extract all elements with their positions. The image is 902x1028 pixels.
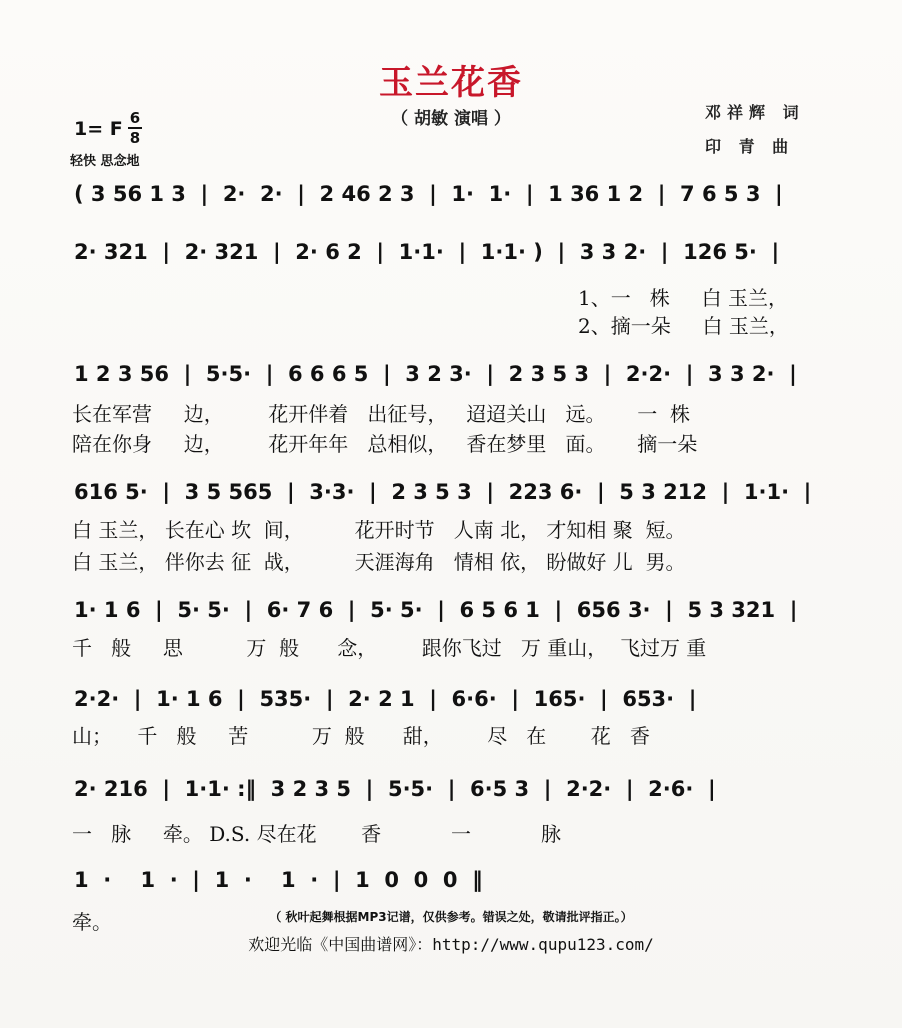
- key-signature: 1= F: [74, 118, 123, 140]
- transcriber-note: （ 秋叶起舞根据MP3记谱，仅供参考。错误之处，敬请批评指正。）: [269, 910, 633, 924]
- song-title: 玉兰花香: [379, 63, 523, 103]
- site-footer: 欢迎光临《中国曲谱网》：http://www.qupu123.com/: [248, 935, 654, 954]
- notation-row: ( 3 56 1 3 | 2· 2· | 2 46 2 3 | 1· 1· | 1 36 1 2 | 7 6 5 3 |: [74, 182, 783, 206]
- notation-row: 2·2· | 1· 1 6 | 535· | 2· 2 1 | 6·6· | 165· | 653· |: [74, 687, 697, 711]
- lyric-line: 陪在你身 边， 花开年年 总相似， 香在梦里 面。 摘一朵: [72, 432, 698, 456]
- lyric-line: 千 般 思 万 般 念， 跟你飞过 万 重山， 飞过万 重: [72, 636, 707, 660]
- time-signature: [128, 110, 142, 146]
- lyric-line: 山； 千 般 苦 万 般 甜， 尽 在 花 香: [72, 724, 650, 748]
- time-signature-top: 6: [129, 109, 141, 127]
- lyric-line: 长在军营 边， 花开伴着 出征号， 迢迢关山 远。 一 株: [72, 402, 691, 426]
- lyric-line: 白 玉兰， 长在心 坎 间， 花开时节 人南 北， 才知相 聚 短。: [72, 518, 686, 542]
- notation-row: 616 5· | 3 5 565 | 3·3· | 2 3 5 3 | 223 6· | 5 3 212 | 1·1· |: [74, 480, 812, 504]
- time-signature-bottom: 8: [129, 129, 141, 147]
- lyric-line: 白 玉兰， 伴你去 征 战， 天涯海角 情相 依， 盼做好 儿 男。: [72, 550, 686, 574]
- notation-row: 1 2 3 56 | 5·5· | 6 6 6 5 | 3 2 3· | 2 3 5 3 | 2·2· | 3 3 2· |: [74, 362, 797, 386]
- lyric-line: 一 脉 牵。 D.S. 尽在花 香 一 脉: [72, 822, 561, 846]
- notation-row: 1· 1 6 | 5· 5· | 6· 7 6 | 5· 5· | 6 5 6 1 | 656 3· | 5 3 321 |: [74, 598, 798, 622]
- notation-row: 2· 321 | 2· 321 | 2· 6 2 | 1·1· | 1·1· ) | 3 3 2· | 126 5· |: [74, 240, 780, 264]
- singer-line: （ 胡敏 演唱 ）: [391, 109, 511, 129]
- lyric-line: 2、摘一朵 白 玉兰，: [578, 314, 789, 338]
- tempo-marking: 轻快 思念地: [70, 154, 140, 169]
- lyric-line: 1、一 株 白 玉兰，: [578, 286, 788, 310]
- composer-credit: 印 青 曲: [705, 137, 795, 156]
- lyric-line: 牵。: [72, 910, 112, 934]
- notation-row: 2· 216 | 1·1· :‖ 3 2 3 5 | 5·5· | 6·5 3 | 2·2· | 2·6· |: [74, 777, 716, 801]
- lyricist-credit: 邓祥辉 词: [705, 103, 805, 122]
- notation-row: 1 · 1 · | 1 · 1 · | 1 0 0 0 ‖: [74, 868, 483, 892]
